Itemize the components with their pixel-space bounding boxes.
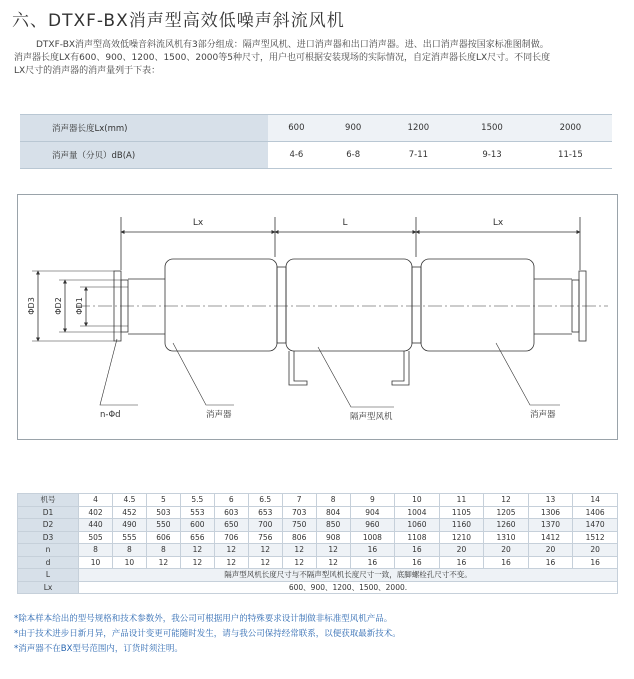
- table-cell: 12: [484, 494, 529, 507]
- table-cell: 1406: [573, 506, 618, 519]
- leader-line-holes: [100, 339, 138, 405]
- spec-table: [17, 493, 618, 594]
- table-cell: 904: [350, 506, 395, 519]
- table-cell: 452: [112, 506, 146, 519]
- table-cell: 12: [282, 544, 316, 557]
- table-cell: 5: [146, 494, 180, 507]
- dim-label-lx-left: Lx: [192, 218, 204, 228]
- table-cell: 隔声型风机长度尺寸与不隔声型风机长度尺寸一致，底脚螺栓孔尺寸不变。: [79, 569, 618, 582]
- table-cell: 1210: [439, 531, 484, 544]
- table-cell: 4-6: [268, 142, 325, 169]
- table-cell: 703: [282, 506, 316, 519]
- note-line: *除本样本给出的型号规格和技术参数外，我公司可根据用户的特殊要求设计制做非标准型风机产品。: [14, 614, 393, 624]
- right-outlet-duct: [534, 279, 572, 334]
- fan-body: [286, 259, 412, 351]
- table-cell: 11-15: [529, 142, 612, 169]
- table-cell: 7: [282, 494, 316, 507]
- dim-label-d1: ΦD1: [75, 297, 84, 315]
- note-line: *消声器不在BX型号范围内，订货时须注明。: [14, 644, 183, 654]
- table-cell: 12: [316, 556, 350, 569]
- row-header: 消声量（分贝）dB(A): [20, 142, 268, 169]
- table-cell: 1306: [528, 506, 573, 519]
- table-cell: 1105: [439, 506, 484, 519]
- table-cell: 600、900、1200、1500、2000.: [79, 581, 618, 594]
- table-cell: 12: [146, 556, 180, 569]
- table-cell: 6: [214, 494, 248, 507]
- table-cell: 12: [214, 544, 248, 557]
- table-cell: 12: [248, 544, 282, 557]
- leader-line-right-silencer: [496, 343, 560, 405]
- right-silencer-body: [421, 259, 534, 351]
- table-cell: 900: [325, 115, 382, 142]
- table-cell: 10: [395, 494, 440, 507]
- table-cell: 656: [180, 531, 214, 544]
- table-cell: 1370: [528, 519, 573, 532]
- table-cell: 650: [214, 519, 248, 532]
- table-cell: 850: [316, 519, 350, 532]
- table-cell: 756: [248, 531, 282, 544]
- row-header: d: [18, 556, 79, 569]
- table-cell: 908: [316, 531, 350, 544]
- table-cell: 6-8: [325, 142, 382, 169]
- table-row: [18, 556, 618, 569]
- table-cell: 606: [146, 531, 180, 544]
- table-cell: 6.5: [248, 494, 282, 507]
- table-row: [18, 581, 618, 594]
- table-cell: 1200: [382, 115, 456, 142]
- table-cell: 700: [248, 519, 282, 532]
- table-cell: 550: [146, 519, 180, 532]
- table-cell: 1205: [484, 506, 529, 519]
- row-header: L: [18, 569, 79, 582]
- note-line: *由于技术进步日新月异，产品设计变更可能随时发生，请与我公司保持经常联系，以便获取最新技术。: [14, 629, 401, 639]
- table-cell: 1160: [439, 519, 484, 532]
- table-cell: 505: [79, 531, 113, 544]
- dim-label-d3: ΦD3: [27, 297, 36, 315]
- fan-foot-left: [289, 351, 307, 385]
- table-cell: 4.5: [112, 494, 146, 507]
- row-header: n: [18, 544, 79, 557]
- table-cell: 9-13: [455, 142, 529, 169]
- table-cell: 960: [350, 519, 395, 532]
- table-cell: 12: [180, 544, 214, 557]
- notes: [14, 612, 401, 657]
- table-cell: 553: [180, 506, 214, 519]
- table-cell: 806: [282, 531, 316, 544]
- table-cell: 16: [439, 556, 484, 569]
- table-cell: 13: [528, 494, 573, 507]
- row-header: D1: [18, 506, 79, 519]
- table-cell: 1512: [573, 531, 618, 544]
- table-cell: 10: [79, 556, 113, 569]
- table-cell: 804: [316, 506, 350, 519]
- row-header: D3: [18, 531, 79, 544]
- page-title: 六、DTXF-BX消声型高效低噪声斜流风机: [12, 11, 345, 31]
- label-holes: n-Φd: [100, 410, 121, 420]
- table-cell: 8: [112, 544, 146, 557]
- row-header: D2: [18, 519, 79, 532]
- table-cell: 600: [268, 115, 325, 142]
- dim-label-lx-right: Lx: [492, 218, 504, 228]
- table-row: [18, 544, 618, 557]
- table-cell: 7-11: [382, 142, 456, 169]
- table-cell: 1060: [395, 519, 440, 532]
- leader-line-fan: [318, 347, 394, 407]
- table-cell: 8: [316, 494, 350, 507]
- table-cell: 16: [350, 556, 395, 569]
- table-cell: 1004: [395, 506, 440, 519]
- table-cell: 12: [214, 556, 248, 569]
- table-row: [18, 506, 618, 519]
- table-cell: 10: [112, 556, 146, 569]
- table-cell: 12: [282, 556, 316, 569]
- table-cell: 16: [395, 544, 440, 557]
- row-header: Lx: [18, 581, 79, 594]
- table-cell: 706: [214, 531, 248, 544]
- table-cell: 1500: [455, 115, 529, 142]
- left-inlet-duct: [128, 279, 165, 334]
- drawing-canvas: [18, 195, 617, 439]
- table-cell: 8: [79, 544, 113, 557]
- table-cell: 1008: [350, 531, 395, 544]
- table-cell: 402: [79, 506, 113, 519]
- intro-line: 消声器长度LX有600、900、1200、1500、2000等5种尺寸，用户也可根据安装现场的实际情况，自定消声器长度LX尺寸。不同长度: [14, 53, 551, 63]
- fan-assembly-drawing: [17, 194, 618, 440]
- table-cell: 16: [350, 544, 395, 557]
- intro-line: LX尺寸的消声器的消声量列于下表：: [14, 66, 161, 76]
- table-cell: 1260: [484, 519, 529, 532]
- table-cell: 20: [573, 544, 618, 557]
- table-cell: 16: [484, 556, 529, 569]
- table-cell: 4: [79, 494, 113, 507]
- row-header: 机号: [18, 494, 79, 507]
- table-cell: 8: [146, 544, 180, 557]
- table-cell: 12: [248, 556, 282, 569]
- table-cell: 555: [112, 531, 146, 544]
- table-row: [20, 142, 612, 169]
- dim-label-d2: ΦD2: [54, 297, 63, 315]
- label-fan: 隔声型风机: [350, 412, 393, 422]
- label-left-silencer: 消声器: [206, 410, 232, 420]
- intro-line: DTXF-BX消声型高效低噪音斜流风机有3部分组成：隔声型风机、进口消声器和出口消声器。进、出口消声器按国家标准图制做。: [36, 40, 549, 50]
- table-cell: 16: [528, 556, 573, 569]
- row-header: 消声器长度Lx(mm): [20, 115, 268, 142]
- table-cell: 2000: [529, 115, 612, 142]
- left-silencer-body: [165, 259, 277, 351]
- table-cell: 20: [484, 544, 529, 557]
- table-row: [18, 494, 618, 507]
- table-cell: 653: [248, 506, 282, 519]
- table-cell: 14: [573, 494, 618, 507]
- leader-line-left-silencer: [173, 343, 234, 405]
- table-cell: 1108: [395, 531, 440, 544]
- table-cell: 440: [79, 519, 113, 532]
- table-cell: 490: [112, 519, 146, 532]
- table-cell: 750: [282, 519, 316, 532]
- table-cell: 1310: [484, 531, 529, 544]
- silencer-table: [20, 114, 612, 169]
- table-cell: 16: [573, 556, 618, 569]
- table-cell: 503: [146, 506, 180, 519]
- right-coupling: [412, 267, 421, 343]
- label-right-silencer: 消声器: [530, 410, 556, 420]
- intro-text: [14, 39, 622, 78]
- table-cell: 600: [180, 519, 214, 532]
- fan-foot-right: [392, 351, 409, 385]
- table-cell: 1412: [528, 531, 573, 544]
- table-cell: 5.5: [180, 494, 214, 507]
- table-cell: 20: [528, 544, 573, 557]
- table-cell: 603: [214, 506, 248, 519]
- table-cell: 16: [395, 556, 440, 569]
- table-row: [20, 115, 612, 142]
- table-cell: 1470: [573, 519, 618, 532]
- table-row: [18, 569, 618, 582]
- table-cell: 20: [439, 544, 484, 557]
- dim-label-l: L: [342, 218, 348, 228]
- left-coupling: [277, 267, 286, 343]
- table-row: [18, 531, 618, 544]
- table-cell: 9: [350, 494, 395, 507]
- table-row: [18, 519, 618, 532]
- table-cell: 12: [180, 556, 214, 569]
- table-cell: 11: [439, 494, 484, 507]
- table-cell: 12: [316, 544, 350, 557]
